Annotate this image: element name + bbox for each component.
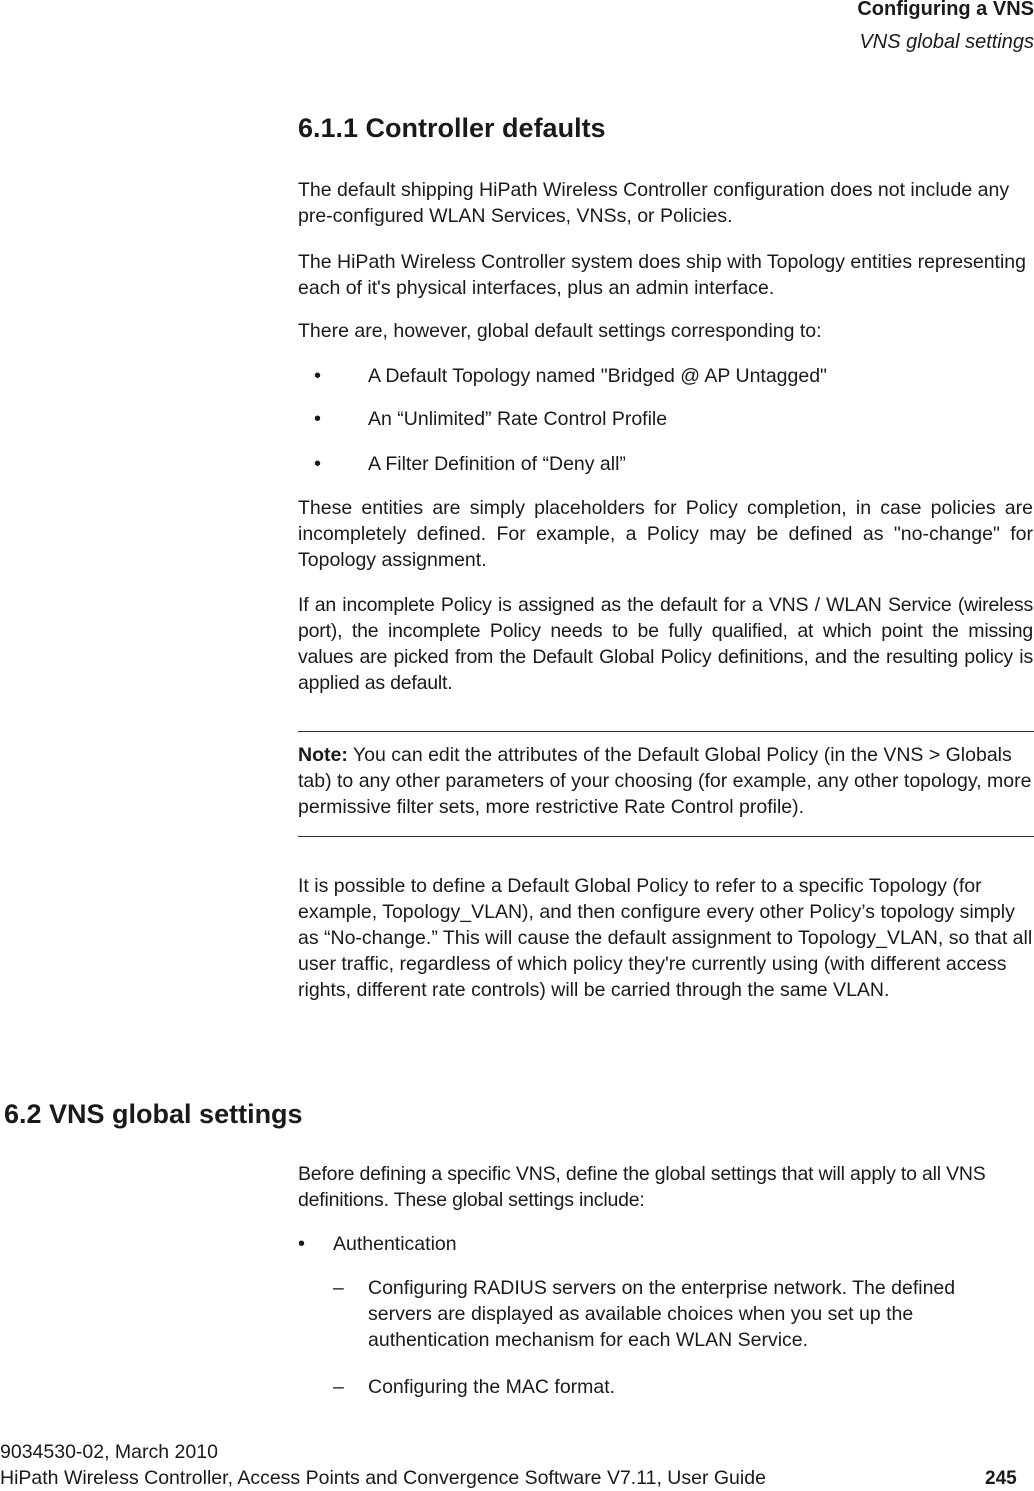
paragraph: It is possible to define a Default Global Policy to refer to a specific Topology (for example, Topology_VLAN), and then configure every other Policy’s topology simply as “No-change.” This will cause the default assignment to Topology_VLAN, so that all user traffic, regardless of which policy they're currently using (with different access rights, different rate controls) will be carried through the same VLAN. bbox=[298, 875, 1033, 1001]
bullet-icon: • bbox=[314, 365, 322, 387]
running-header-section: VNS global settings bbox=[859, 31, 1034, 53]
dash-icon: – bbox=[333, 1277, 344, 1299]
note-label: Note: bbox=[298, 744, 348, 766]
list-item: Configuring the MAC format. bbox=[368, 1376, 616, 1398]
paragraph: There are, however, global default settings corresponding to: bbox=[298, 320, 822, 342]
section-heading-6-1-1: 6.1.1 Controller defaults bbox=[298, 113, 606, 143]
bullet-icon: • bbox=[314, 408, 322, 430]
paragraph: The HiPath Wireless Controller system does ship with Topology entities representing each of it's physical interfaces, plus an admin interface. bbox=[298, 251, 1026, 299]
footer-doc-id: 9034530-02, March 2010 bbox=[0, 1441, 218, 1463]
list-item: A Filter Definition of “Deny all” bbox=[368, 453, 626, 475]
page-number: 245 bbox=[985, 1468, 1017, 1489]
paragraph: If an incomplete Policy is assigned as the default for a VNS / WLAN Service (wireless port), the incomplete Policy needs to be fully qualified, at which point the missing values are picked from the Default Global Policy definitions, and the resulting policy is applied as default. bbox=[298, 594, 1033, 694]
paragraph: The default shipping HiPath Wireless Controller configuration does not include any pre-configured WLAN Services, VNSs, or Policies. bbox=[298, 179, 1010, 227]
list-item: An “Unlimited” Rate Control Profile bbox=[368, 408, 668, 430]
note bbox=[298, 742, 1033, 820]
note-top-rule bbox=[298, 731, 1034, 732]
dash-icon: – bbox=[333, 1376, 344, 1398]
list-item: Authentication bbox=[333, 1233, 457, 1255]
list-item: Configuring RADIUS servers on the enterprise network. The defined servers are displayed as available choices when you set up the authentication mechanism for each WLAN Service. bbox=[368, 1277, 956, 1351]
paragraph: Before defining a specific VNS, define the global settings that will apply to all VNS definitions. These global settings include: bbox=[298, 1163, 986, 1211]
list-item: A Default Topology named "Bridged @ AP Untagged" bbox=[368, 365, 827, 387]
bullet-icon: • bbox=[314, 453, 322, 475]
footer-title: HiPath Wireless Controller, Access Points and Convergence Software V7.11, User Guide bbox=[0, 1467, 766, 1489]
note-text: You can edit the attributes of the Default Global Policy (in the VNS > Globals tab) to any other parameters of your choosing (for example, any other topology, more permissive filter sets, more restrictive Rate Control profile). bbox=[298, 744, 1032, 818]
running-header-chapter: Configuring a VNS bbox=[857, 0, 1034, 20]
paragraph: These entities are simply placeholders for Policy completion, in case policies are incompletely defined. For example, a Policy may be defined as "no-change" for Topology assignment. bbox=[298, 497, 1033, 571]
bullet-icon: • bbox=[298, 1233, 306, 1255]
section-heading-6-2: 6.2 VNS global settings bbox=[4, 1099, 303, 1129]
note-bottom-rule bbox=[298, 836, 1034, 837]
